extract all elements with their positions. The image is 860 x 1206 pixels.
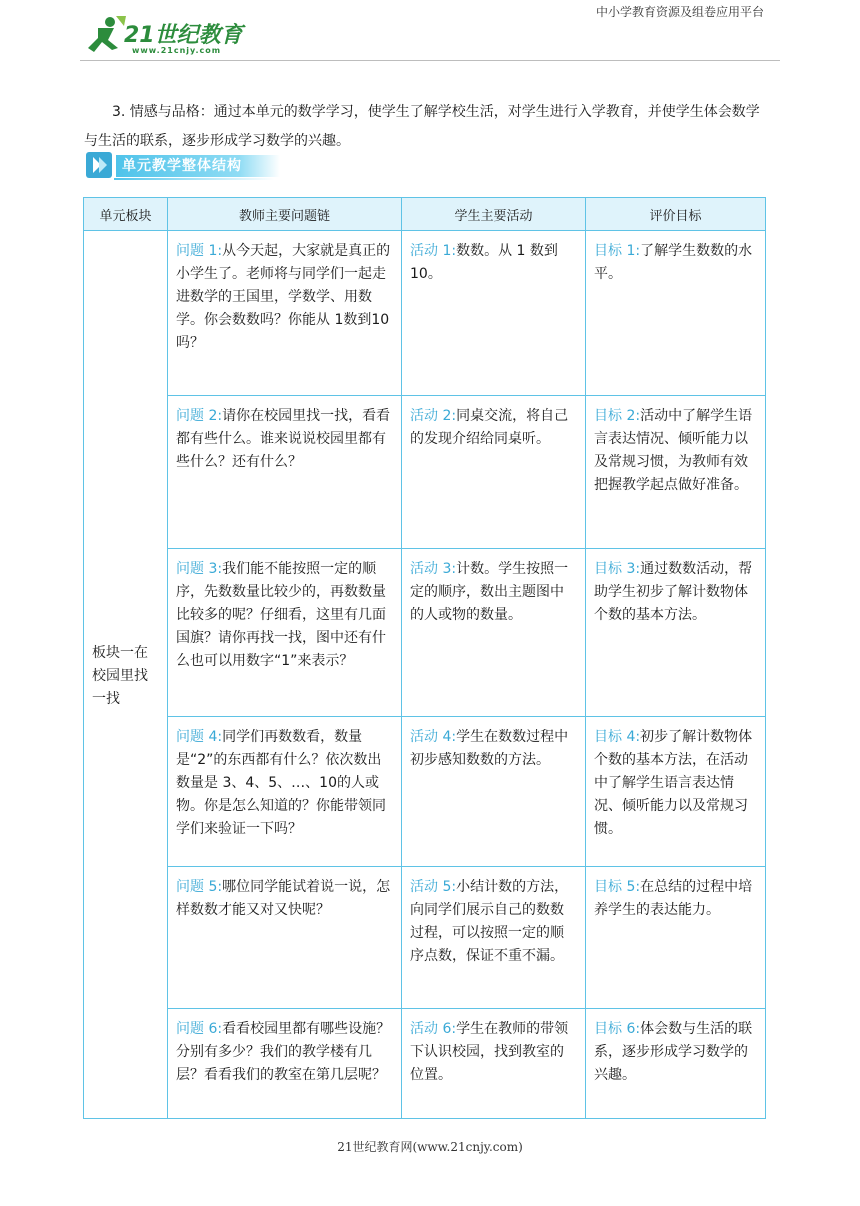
question-cell (168, 717, 402, 867)
table-row (84, 867, 766, 1009)
table-header-row (84, 198, 766, 231)
play-arrow-icon (86, 152, 112, 178)
section-title: 单元教学整体结构 (116, 155, 280, 177)
page-header (0, 0, 860, 70)
question-text: 同学们再数数看，数量是“2”的东西都有什么？依次数出数量是 3、4、5、…、10的人或物。你是怎么知道的？你能带领同学们来验证一下吗？ (176, 729, 386, 837)
question-cell (168, 549, 402, 717)
question-text: 看看校园里都有哪些设施？分别有多少？我们的教学楼有几层？看看我们的教室在第几层呢？ (176, 1021, 391, 1083)
question-text: 从今天起，大家就是真正的小学生了。老师将与同学们一起走进数学的王国里，学数学、用数学。你会数数吗？你能从 1数到10吗？ (176, 243, 391, 351)
goal-text: 了解学生数数的水平。 (594, 243, 753, 282)
activity-tag: 活动 3: (410, 561, 457, 577)
question-cell (168, 396, 402, 549)
activity-tag: 活动 5: (410, 879, 457, 895)
table-row (84, 717, 766, 867)
goal-text: 通过数数活动，帮助学生初步了解计数物体个数的基本方法。 (594, 561, 753, 623)
section-underline (114, 178, 274, 180)
goal-cell (586, 231, 766, 396)
structure-table (83, 197, 766, 1119)
activity-text: 同桌交流，将自己的发现介绍给同桌听。 (410, 408, 569, 447)
goal-text: 初步了解计数物体个数的基本方法，在活动中了解学生语言表达情况、倾听能力以及常规习惯。 (594, 729, 753, 837)
activity-text: 学生在教师的带领下认识校园，找到教室的位置。 (410, 1021, 569, 1083)
activity-tag: 活动 4: (410, 729, 457, 745)
logo-site: www.21cnjy.com (132, 46, 222, 55)
intro-text: 3. 情感与品格：通过本单元的数学学习，使学生了解学校生活，对学生进行入学教育，并使学生体会数学与生活的联系，逐步形成学习数学的兴趣。 (84, 104, 760, 149)
goal-tag: 目标 1: (594, 243, 641, 259)
col-header-block: 单元板块 (84, 198, 168, 231)
activity-cell (402, 867, 586, 1009)
question-cell (168, 1009, 402, 1119)
goal-cell (586, 867, 766, 1009)
logo (80, 14, 250, 58)
activity-tag: 活动 1: (410, 243, 457, 259)
question-tag: 问题 3: (176, 561, 223, 577)
col-header-goals: 评价目标 (586, 198, 766, 231)
goal-tag: 目标 5: (594, 879, 641, 895)
question-text: 请你在校园里找一找，看看都有些什么。谁来说说校园里都有些什么？还有什么？ (176, 408, 391, 470)
goal-cell (586, 396, 766, 549)
question-cell (168, 231, 402, 396)
question-tag: 问题 6: (176, 1021, 223, 1037)
logo-text: 21世纪教育 (124, 23, 243, 48)
table-row (84, 1009, 766, 1119)
goal-tag: 目标 4: (594, 729, 641, 745)
activity-cell (402, 396, 586, 549)
activity-text: 学生在数数过程中初步感知数数的方法。 (410, 729, 569, 768)
question-text: 我们能不能按照一定的顺序，先数数量比较少的，再数数量比较多的呢？仔细看，这里有几面国旗？请你再找一找，图中还有什么也可以用数字“1”来表示？ (176, 561, 386, 669)
activity-cell (402, 231, 586, 396)
col-header-activities: 学生主要活动 (402, 198, 586, 231)
goal-text: 体会数与生活的联系，逐步形成学习数学的兴趣。 (594, 1021, 753, 1083)
goal-text: 在总结的过程中培养学生的表达能力。 (594, 879, 753, 918)
goal-tag: 目标 3: (594, 561, 641, 577)
block-cell: 板块一在校园里找一找 (84, 231, 168, 1119)
goal-tag: 目标 2: (594, 408, 641, 424)
activity-text: 小结计数的方法，向同学们展示自己的数数过程，可以按照一定的顺序点数，保证不重不漏。 (410, 879, 569, 964)
goal-tag: 目标 6: (594, 1021, 641, 1037)
activity-cell (402, 549, 586, 717)
goal-cell (586, 717, 766, 867)
header-platform-text: 中小学教育资源及组卷应用平台 (595, 5, 764, 19)
table-row (84, 396, 766, 549)
question-tag: 问题 1: (176, 243, 223, 259)
activity-text: 计数。学生按照一定的顺序，数出主题图中的人或物的数量。 (410, 561, 569, 623)
goal-text: 活动中了解学生语言表达情况、倾听能力以及常规习惯，为教师有效把握教学起点做好准备。 (594, 408, 753, 493)
question-tag: 问题 2: (176, 408, 223, 424)
section-heading (86, 150, 276, 182)
question-cell (168, 867, 402, 1009)
page-footer: 21世纪教育网(www.21cnjy.com) (337, 1140, 523, 1154)
table-row (84, 231, 766, 396)
activity-cell (402, 1009, 586, 1119)
col-header-questions: 教师主要问题链 (168, 198, 402, 231)
question-tag: 问题 5: (176, 879, 223, 895)
activity-text: 数数。从 1 数到 10。 (410, 243, 558, 282)
intro-paragraph (84, 98, 768, 156)
activity-tag: 活动 2: (410, 408, 457, 424)
table-row (84, 549, 766, 717)
activity-tag: 活动 6: (410, 1021, 457, 1037)
question-tag: 问题 4: (176, 729, 223, 745)
header-divider (80, 60, 780, 61)
goal-cell (586, 549, 766, 717)
running-figure-icon (80, 14, 130, 58)
goal-cell (586, 1009, 766, 1119)
question-text: 哪位同学能试着说一说，怎样数数才能又对又快呢？ (176, 879, 391, 918)
activity-cell (402, 717, 586, 867)
